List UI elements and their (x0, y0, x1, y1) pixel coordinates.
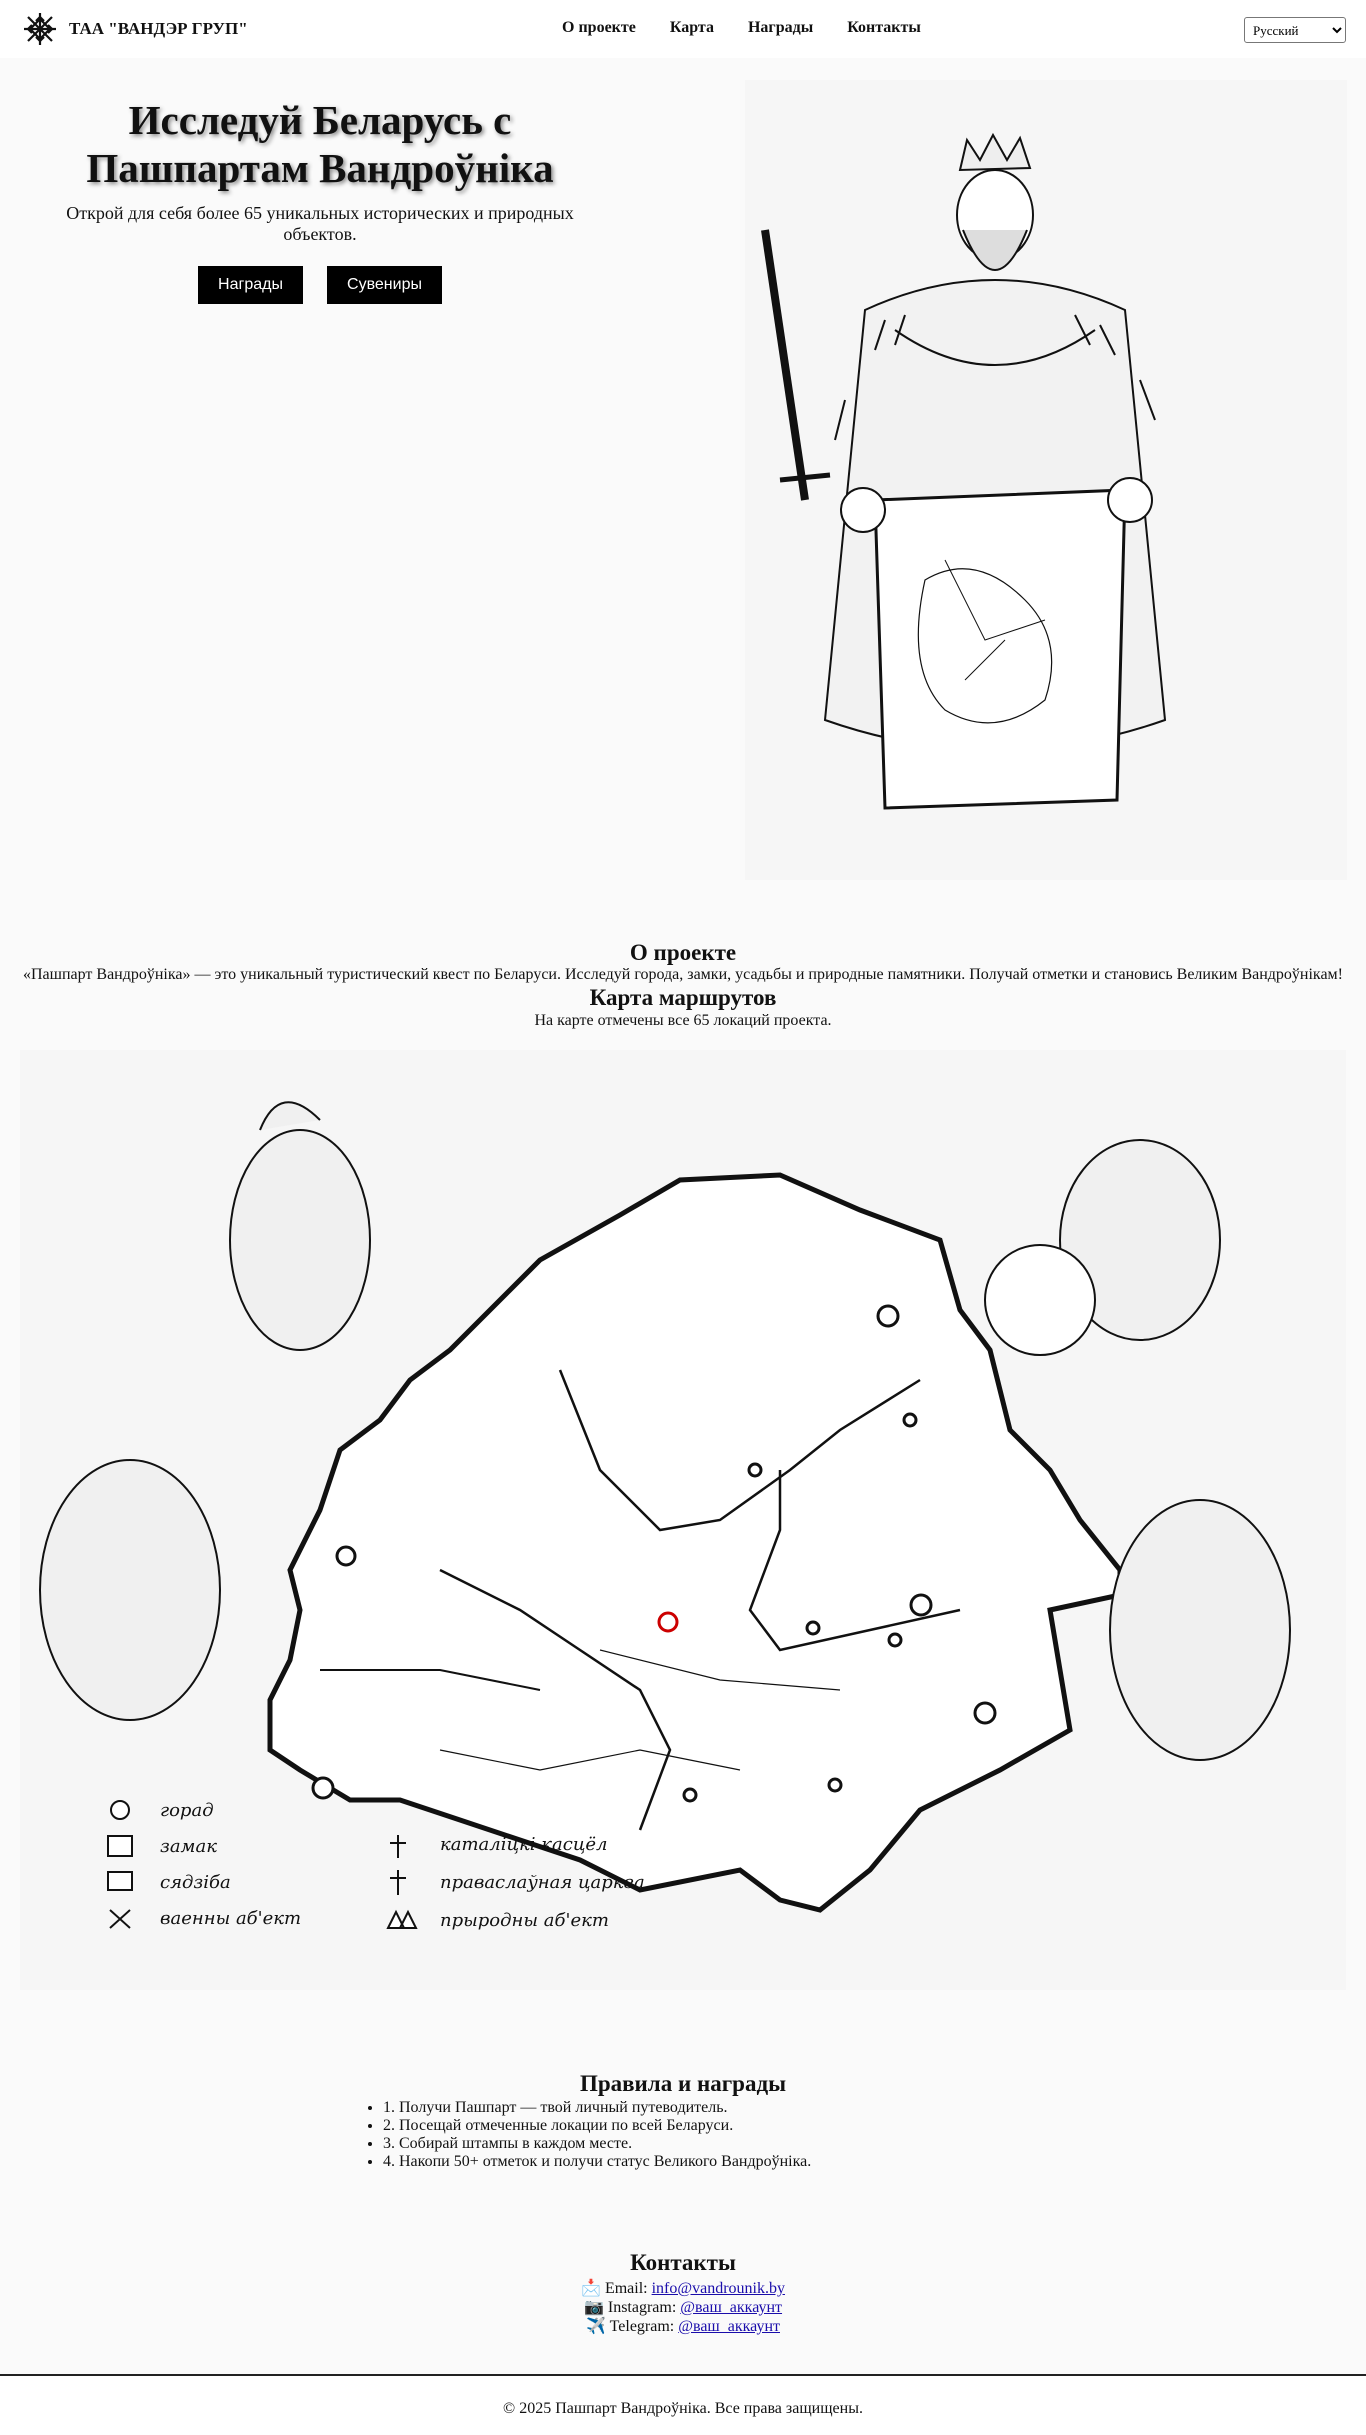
site-header (0, 0, 1366, 58)
language-select[interactable] (1244, 17, 1346, 43)
nav-contacts[interactable]: Контакты (847, 19, 921, 36)
hero-title-line1: Исследуй Беларусь с (128, 97, 512, 143)
ornament-star-icon[interactable] (22, 11, 58, 47)
email-label: 📩 Email: (581, 2280, 648, 2297)
king-with-map-illustration (745, 80, 1347, 880)
brand-name[interactable]: ТАА "ВАНДЭР ГРУП" (69, 19, 248, 38)
legend-orthodox: праваслаўная царква (440, 1872, 645, 1893)
hero-subtitle: Открой для себя более 65 уникальных исторических и природных объектов. (66, 203, 574, 244)
legend-estate: сядзіба (160, 1872, 231, 1893)
map-text: На карте отмечены все 65 локаций проекта. (534, 1012, 832, 1029)
souvenirs-button[interactable]: Сувениры (327, 266, 442, 304)
map-title: Карта маршрутов (589, 985, 777, 1010)
rule-item: • 3. Собирай штампы в каждом месте. (383, 2135, 811, 2153)
route-map[interactable] (20, 1050, 1346, 1990)
rule-item: • 1. Получи Пашпарт — твой личный путеводитель. (383, 2099, 811, 2117)
site-footer (0, 2374, 1366, 2435)
instagram-label: 📷 Instagram: (583, 2299, 677, 2316)
nav-about[interactable]: О проекте (562, 19, 636, 36)
legend-military: ваенны аб'ект (160, 1908, 302, 1929)
contact-email (0, 2278, 1366, 2298)
legend-nature: прыродны аб'ект (440, 1910, 609, 1931)
telegram-label: ✈️ Telegram: (585, 2318, 675, 2335)
about-text: «Пашпарт Вандроўніка» — это уникальный туристический квест по Беларуси. Исследуй города, замки, усадьбы и природные памятники. Получай отметки и становись Великим Вандроўнікам! (22, 966, 1344, 983)
hero-title (50, 96, 590, 192)
hero-illustration (745, 80, 1347, 880)
rule-item: • 4. Накопи 50+ отметок и получи статус Великого Вандроўніка. (383, 2153, 811, 2171)
rewards-button[interactable]: Награды (198, 266, 303, 304)
belarus-map-illustration (20, 1050, 1346, 1990)
footer-copyright: © 2025 Пашпарт Вандроўніка. Все права защищены. (503, 2400, 863, 2417)
instagram-link[interactable]: @ваш_аккаунт (680, 2299, 783, 2316)
main-nav (562, 19, 955, 37)
contact-instagram (0, 2297, 1366, 2317)
rules-title: Правила и награды (579, 2071, 787, 2096)
email-link[interactable]: info@vandrounik.by (651, 2280, 785, 2297)
legend-castle: замак (160, 1836, 217, 1857)
rules-list (383, 2099, 811, 2171)
contacts-title: Контакты (630, 2250, 736, 2275)
nav-rewards[interactable]: Награды (747, 19, 814, 36)
nav-map[interactable]: Карта (669, 19, 714, 36)
contact-telegram (0, 2316, 1366, 2336)
legend-catholic: каталіцкі касцёл (440, 1834, 608, 1855)
hero-title-line2: Пашпартам Вандроўніка (86, 145, 554, 191)
legend-city: горад (160, 1800, 214, 1821)
rule-item: • 2. Посещай отмеченные локации по всей Беларуси. (383, 2117, 811, 2135)
telegram-link[interactable]: @ваш_аккаунт (678, 2318, 780, 2335)
about-title: О проекте (629, 940, 737, 965)
